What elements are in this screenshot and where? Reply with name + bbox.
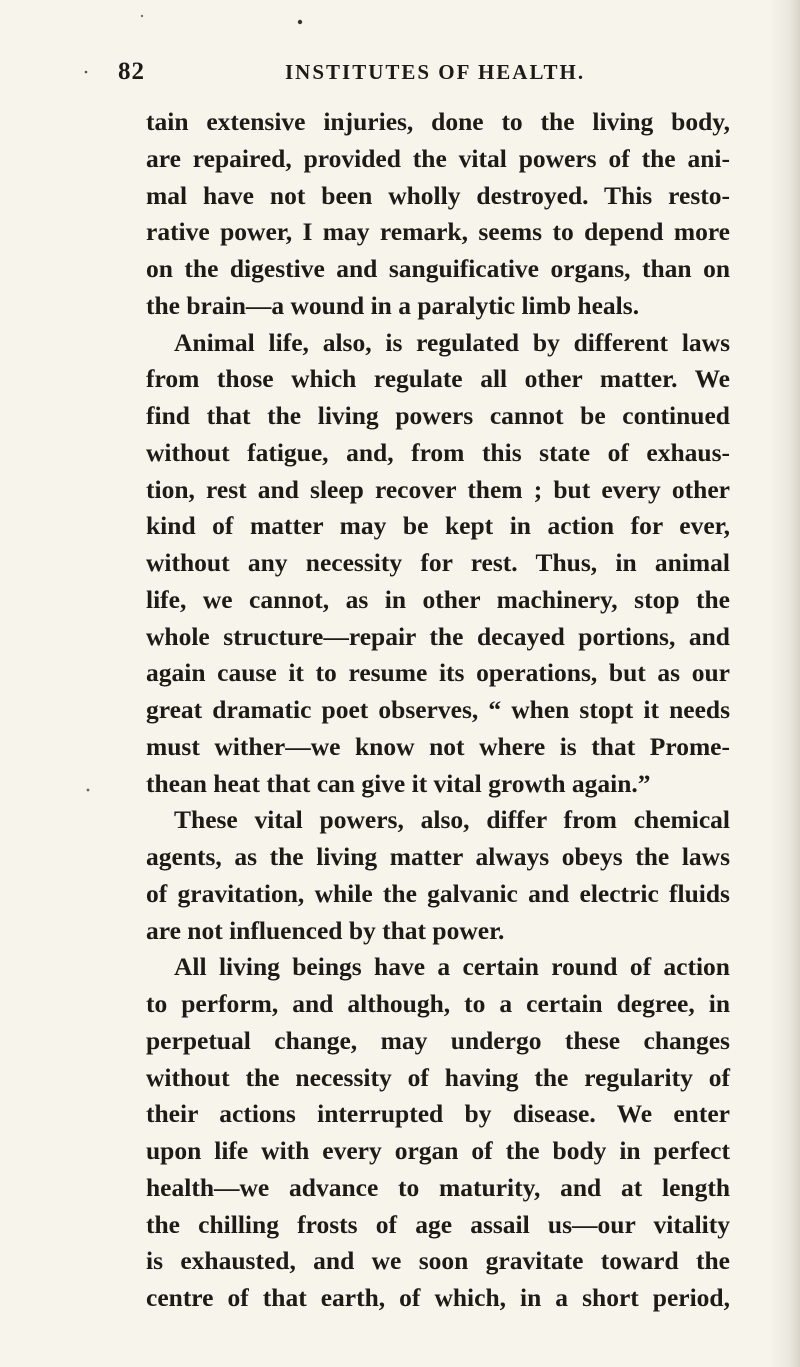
page-number: 82 (118, 58, 145, 85)
text-line: perpetual change, may undergo these changes (146, 1025, 730, 1055)
text-line: of gravitation, while the galvanic and electric fluids (146, 878, 730, 908)
paragraph-first-line: These vital powers, also, differ from chemical (174, 805, 730, 835)
text-line: to perform, and although, to a certain degree, in (146, 989, 730, 1018)
text-line: centre of that earth, of which, in a short period, (146, 1283, 730, 1312)
text-line: the brain—a wound in a paralytic limb heals. (146, 290, 640, 320)
text-line: thean heat that can give it vital growth again.” (146, 768, 651, 798)
text-line: tion, rest and sleep recover them ; but every other (146, 474, 730, 504)
text-line: from those which regulate all other matter. We (146, 364, 730, 394)
body-text (146, 104, 730, 1317)
text-line: great dramatic poet observes, “ when stopt it needs (146, 695, 730, 724)
text-line: whole structure—repair the decayed portions, and (146, 621, 730, 651)
text-line: find that the living powers cannot be continued (146, 401, 730, 430)
text-line: on the digestive and sanguificative organs, than on (146, 254, 730, 283)
paragraph-first-line: Animal life, also, is regulated by different laws (174, 327, 730, 357)
text-line: the chilling frosts of age assail us—our vitality (146, 1209, 730, 1239)
text-line: their actions interrupted by disease. We enter (146, 1099, 730, 1129)
running-header (118, 58, 718, 90)
text-line: without any necessity for rest. Thus, in animal (146, 548, 730, 577)
text-line: life, we cannot, as in other machinery, stop the (146, 584, 730, 614)
text-line: upon life with every organ of the body in perfect (146, 1136, 730, 1165)
text-line: are repaired, provided the vital powers of the ani- (146, 143, 730, 173)
text-line: kind of matter may be kept in action for ever, (146, 511, 730, 541)
text-line: agents, as the living matter always obeys the laws (146, 842, 730, 871)
text-line: are not influenced by that power. (146, 915, 505, 945)
text-line: without the necessity of having the regularity of (146, 1062, 730, 1092)
text-line: rative power, I may remark, seems to depend more (146, 217, 730, 247)
text-line: again cause it to resume its operations, but as our (146, 658, 730, 688)
text-line: health—we advance to maturity, and at length (146, 1172, 730, 1202)
text-line: without fatigue, and, from this state of exhaus- (146, 437, 730, 467)
paragraph-first-line: All living beings have a certain round of action (174, 952, 730, 982)
text-line: mal have not been wholly destroyed. This resto- (146, 180, 730, 210)
text-line: must wither—we know not where is that Prome- (146, 731, 730, 761)
running-title: INSTITUTES OF HEALTH. (285, 60, 586, 84)
text-line: tain extensive injuries, done to the living body, (146, 107, 730, 136)
text-line: is exhausted, and we soon gravitate toward the (146, 1246, 730, 1276)
